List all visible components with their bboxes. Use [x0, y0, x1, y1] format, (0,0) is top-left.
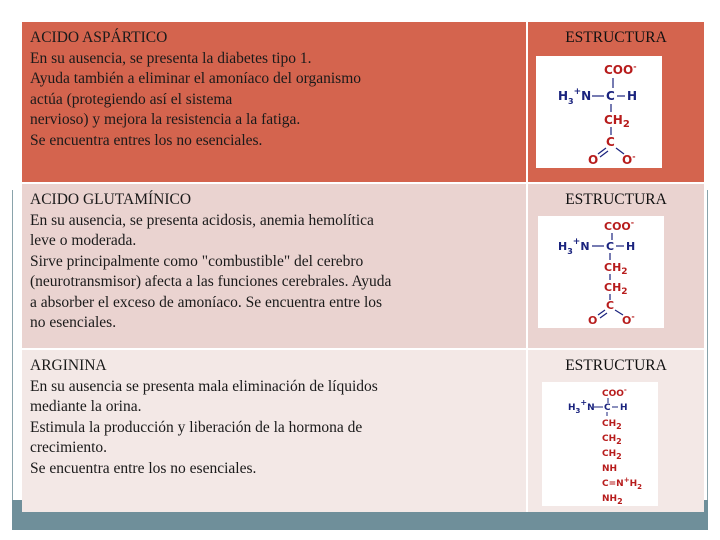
formula-coo: COO- — [604, 218, 635, 233]
formula-h: H — [626, 240, 636, 253]
table-row-glutamic — [22, 184, 704, 348]
description-line: Se encuentra entre los no esenciales. — [30, 459, 257, 477]
description-line: nervioso) y mejora la resistencia a la fatiga. — [30, 111, 301, 128]
structure-image-arginine — [542, 382, 658, 506]
formula-o1: O — [588, 314, 598, 327]
formula-c: C — [606, 240, 615, 253]
formula-h: H — [627, 89, 638, 103]
formula-ch2-a: $CH_2$ — [604, 261, 628, 277]
formula-nh: NH — [602, 464, 618, 474]
description-line: En su ausencia se presenta mala eliminación de líquidos — [30, 377, 378, 395]
formula-o1: O — [588, 153, 599, 167]
formula-o2: O- — [622, 152, 636, 167]
formula-ch2: $CH_2$ — [604, 113, 630, 130]
description-cell — [30, 28, 518, 151]
structure-label: ESTRUCTURA — [565, 29, 667, 46]
formula-coo: COO- — [604, 62, 637, 77]
formula-nh2: NH2 — [602, 494, 623, 506]
table-row-arginine — [22, 350, 704, 512]
description-line: leve o moderada. — [30, 232, 137, 249]
description-line: a absorber el exceso de amoníaco. Se encuentra entre los — [30, 293, 383, 311]
description-line: actúa (protegiendo así el sistema — [30, 90, 233, 108]
formula-c2: C — [606, 299, 615, 312]
structure-label: ESTRUCTURA — [565, 357, 667, 374]
formula-h3n: $H_3^+N$ — [558, 237, 590, 256]
structure-image-aspartic — [536, 56, 662, 168]
formula-c2: C — [606, 135, 615, 149]
description-cell — [30, 356, 518, 479]
amino-acid-title: ACIDO GLUTAMÍNICO — [30, 191, 192, 208]
formula-h: H — [620, 403, 628, 413]
formula-h3n: $H_3^+N$ — [558, 87, 592, 106]
formula-c: C — [606, 89, 615, 103]
amino-acid-title: ARGININA — [30, 357, 107, 374]
description-cell — [30, 190, 518, 334]
column-divider — [526, 184, 528, 348]
formula-c: C — [604, 403, 611, 413]
column-divider — [526, 350, 528, 512]
formula-ch2-c: CH2 — [602, 449, 622, 461]
table-row-aspartic — [22, 22, 704, 182]
formula-c-n-h2: $C=N^+H_2$ — [602, 476, 642, 491]
formula-h3n: $H_3+N$ — [568, 398, 595, 415]
description-line: (neurotransmisor) afecta a las funciones cerebrales. Ayuda — [30, 273, 392, 290]
structure-label: ESTRUCTURA — [565, 191, 667, 208]
description-line: mediante la orina. — [30, 398, 142, 415]
structure-image-glutamic — [538, 216, 664, 328]
description-line: En su ausencia, se presenta acidosis, anemia hemolítica — [30, 211, 374, 229]
formula-ch2-b: $CH_2$ — [604, 281, 628, 297]
description-line: En su ausencia, se presenta la diabetes tipo 1. — [30, 49, 312, 67]
formula-o2: O- — [622, 312, 635, 327]
frame-line-left — [12, 190, 13, 520]
description-line: Sirve principalmente como "combustible" del cerebro — [30, 252, 364, 270]
formula-ch2-a: CH2 — [602, 419, 622, 431]
description-line: crecimiento. — [30, 439, 108, 456]
frame-line-right — [707, 190, 708, 520]
description-line: Estimula la producción y liberación de la hormona de — [30, 418, 363, 436]
column-divider — [526, 22, 528, 182]
description-line: no esenciales. — [30, 314, 117, 331]
amino-acid-title: ACIDO ASPÁRTICO — [30, 29, 168, 46]
formula-ch2-b: CH2 — [602, 434, 622, 446]
formula-coo: COO- — [602, 386, 627, 399]
description-line: Ayuda también a eliminar el amoníaco del organismo — [30, 70, 362, 87]
description-line: Se encuentra entres los no esenciales. — [30, 131, 263, 149]
